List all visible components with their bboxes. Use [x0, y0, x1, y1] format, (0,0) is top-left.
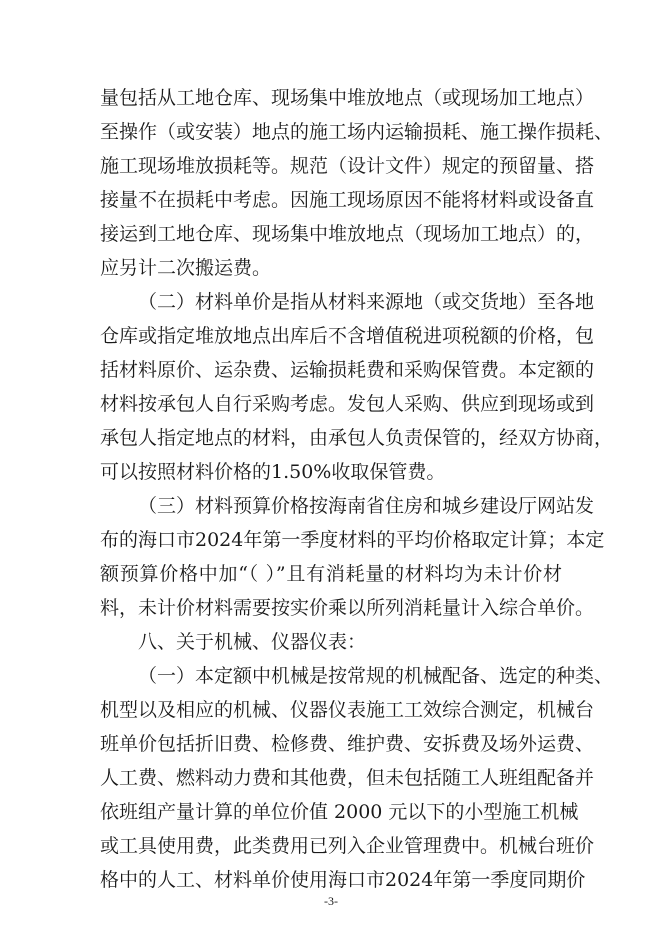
- section-heading: 八、关于机械、仪器仪表：: [138, 631, 367, 653]
- text-line: 承包人指定地点的材料，由承包人负责保管的，经双方协商，: [100, 427, 614, 449]
- text-line: 布的海口市2024年第一季度材料的平均价格取定计算；本定: [100, 529, 605, 551]
- text-line: 接量不在损耗中考虑。因施工现场原因不能将材料或设备直: [100, 189, 595, 211]
- text-line: 或工具使用费，此类费用已列入企业管理费中。机械台班价: [100, 835, 595, 857]
- text-line: 格中的人工、材料单价使用海口市2024年第一季度同期价: [100, 869, 586, 891]
- text-line: 仓库或指定堆放地点出库后不含增值税进项税额的价格，包: [100, 325, 595, 347]
- text-line: 人工费、燃料动力费和其他费，但未包括随工人班组配备并: [100, 767, 595, 789]
- page-number: -3-: [324, 894, 338, 908]
- text-line: 班单价包括折旧费、检修费、维护费、安拆费及场外运费、: [100, 733, 595, 755]
- text-line: 材料按承包人自行采购考虑。发包人采购、供应到现场或到: [100, 393, 595, 415]
- text-line: 机型以及相应的机械、仪器仪表施工工效综合测定，机械台: [100, 699, 595, 721]
- text-line: 至操作（或安装）地点的施工场内运输损耗、施工操作损耗、: [100, 121, 614, 143]
- text-line: 额预算价格中加“（ ）”且有消耗量的材料均为未计价材: [100, 563, 562, 585]
- paragraph-start-line: （一）本定额中机械是按常规的机械配备、选定的种类、: [138, 665, 614, 687]
- text-line: 施工现场堆放损耗等。规范（设计文件）规定的预留量、搭: [100, 155, 595, 177]
- paragraph-start-line: （三）材料预算价格按海南省住房和城乡建设厅网站发: [138, 495, 595, 517]
- text-line: 接运到工地仓库、现场集中堆放地点（现场加工地点）的，: [100, 223, 595, 245]
- text-line: 量包括从工地仓库、现场集中堆放地点（或现场加工地点）: [100, 87, 595, 109]
- text-line: 括材料原价、运杂费、运输损耗费和采购保管费。本定额的: [100, 359, 595, 381]
- text-line: 料，未计价材料需要按实价乘以所列消耗量计入综合单价。: [100, 597, 595, 619]
- paragraph-start-line: （二）材料单价是指从材料来源地（或交货地）至各地: [138, 291, 595, 313]
- text-line: 依班组产量计算的单位价值 2000 元以下的小型施工机械: [100, 801, 579, 823]
- text-line: 可以按照材料价格的1.50%收取保管费。: [100, 461, 446, 483]
- text-line: 应另计二次搬运费。: [100, 257, 272, 279]
